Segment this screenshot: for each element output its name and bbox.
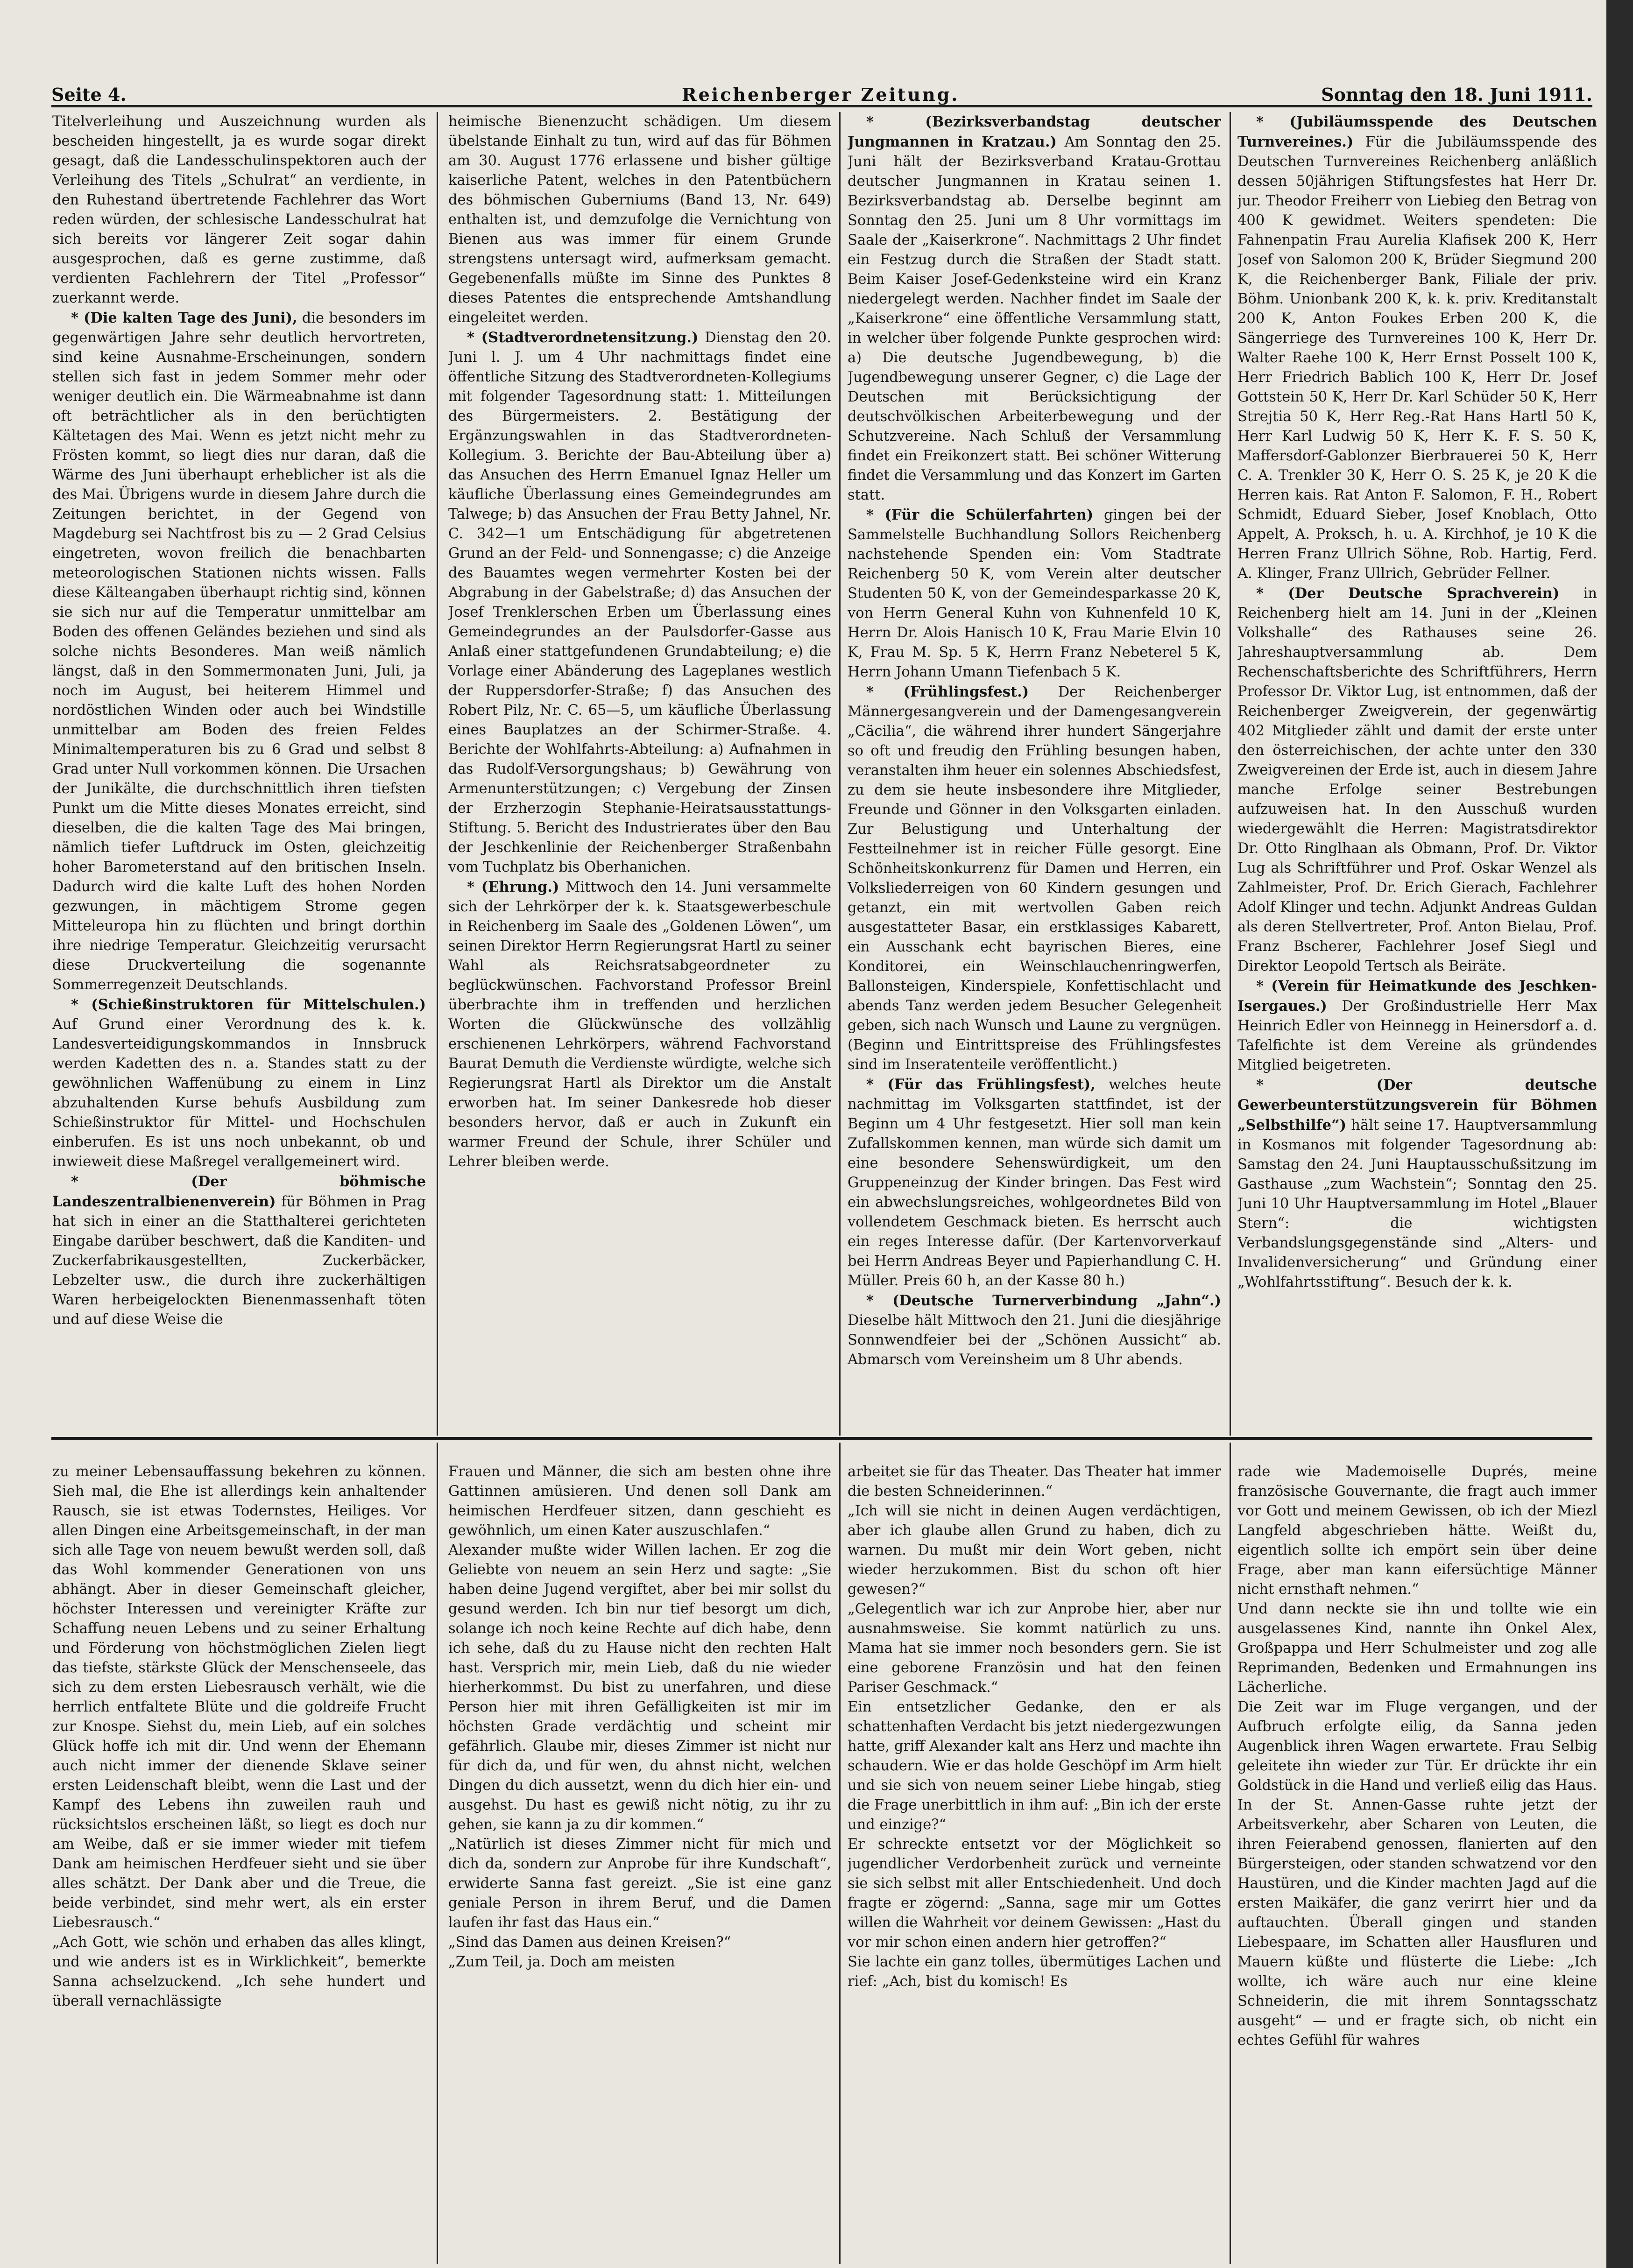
- column-rule: [1230, 1443, 1231, 2264]
- article-body: hält seine 17. Hauptversammlung in Kosmanos mit folgender Tagesordnung ab: Samstag den 24. Juni Hauptausschußsitzung im Gasthause „zum Wachstein“; Sonntag den 25. Juni 10 Uhr Hauptversammlung im Hotel „Blauer Stern“: die wichtigsten Verbandslungsgegenstände sind „Alters- und Invalidenversicherung“ und Gründung einer „Wohlfahrtsstiftung“. Besuch der k. k.: [1237, 1117, 1597, 1290]
- article-title: * (Bezirksverbandstag deutscher Jungmannen in Kratzau.): [848, 113, 1221, 150]
- article-title: * (Für das Frühlingsfest),: [866, 1076, 1096, 1093]
- column-rule: [1230, 112, 1231, 1436]
- scan-border: [1606, 0, 1633, 2268]
- article-jubilee-donation: [1237, 112, 1597, 584]
- news-column-4: [1237, 112, 1597, 1433]
- news-column-1: [52, 112, 426, 1433]
- news-column-3: [848, 112, 1221, 1433]
- column-rule: [437, 1443, 438, 2264]
- issue-date: Sonntag den 18. Juni 1911.: [1321, 84, 1592, 105]
- article-title: * (Ehrung.): [467, 879, 559, 895]
- article-title: * (Der böhmische Landeszentralbienenverein): [52, 1173, 426, 1210]
- feuilleton-text: Frauen und Männer, die sich am besten ohne ihre Gattinnen amüsieren. Und denen soll Dank am heimischen Herdfeuer sitzen, dann geschieht es gewöhnlich, um einen Kater auszuschlafen.“ Alexander mußte wider Willen lachen. Er zog die Geliebte von neuem an sein Herz und sagte: „Sie haben deine Jugend vergiftet, aber bei mir sollst du gesund werden. Ich bin nur tief besorgt um dich, solange ich noch keine Rechte auf dich habe, denn ich sehe, daß du zu Hause nicht den rechten Halt hast. Versprich mir, mein Lieb, daß du nie wieder hierherkommst. Du bist zu unerfahren, und diese Person hier mit ihren Gefälligkeiten ist mir im höchsten Grade verdächtig und scheint mir gefährlich. Glaube mir, dieses Zimmer ist nicht nur für dich da, und für wen, du ahnst nicht, welchen Dingen du dich aussetzt, wenn du dich hier ein- und ausgehst. Du hast es gewiß nicht nötig, zu ihr zu gehen, sie kann ja zu dir kommen.“ „Natürlich ist dieses Zimmer nicht für mich und dich da, sondern zur Anprobe für ihre Kundschaft“, erwiderte Sanna fast gereizt. „Sie ist eine ganz geniale Person in ihrem Beruf, und die Damen laufen ihr fast das Haus ein.“ „Sind das Damen aus deinen Kreisen?“ „Zum Teil, ja. Doch am meisten: [448, 1464, 831, 1970]
- column-rule: [839, 1443, 841, 2264]
- feuilleton-text: zu meiner Lebensauffassung bekehren zu können. Sieh mal, die Ehe ist allerdings kein anhaltender Rausch, sie ist etwas Todernstes, Heiliges. Vor allen Dingen eine Arbeitsgemeinschaft, in der man sich alle Tage von neuem bewußt werden soll, daß das Wohl kommender Generationen von uns abhängt. Aber in dieser Gemeinschaft gleicher, höchster Interessen und vereinigter Kräfte zur Schaffung neuen Lebens und zu seiner Erhaltung und Förderung von höchstmöglichen Zielen liegt das tiefste, stärkste Glück der Menschenseele, das sich zu dem ersten Liebesrausch verhält, wie die herrlich entfaltete Blüte und die goldreife Frucht zur Knospe. Siehst du, mein Lieb, auf ein solches Glück hoffe ich mit dir. Und wenn der Ehemann auch nicht immer der dienende Sklave seiner ersten Leidenschaft bleibt, wenn die Last und der Kampf des Lebens ihn zuweilen rauh und rücksichtslos erscheinen läßt, so liegt es doch nur am Weibe, daß er sie immer wieder mit tiefem Dank am heimischen Herdfeuer sieht und sie über alles schätzt. Der Dank aber und die Treue, die beide verbindet, sind mehr wert, als ein erster Liebesrausch.“ „Ach Gott, wie schön und erhaben das alles klingt, und wie anders ist es in Wirklichkeit“, bemerkte Sanna achselzuckend. „Ich sehe hundert und überall vernachlässigte: [52, 1464, 426, 2009]
- article-honoring: [448, 877, 831, 1172]
- article-body: für Böhmen in Prag hat sich in einer an die Statthalterei gerichteten Eingabe darüber beschwert, daß die Kanditen- und Zuckerfabrikausgestellten, Zuckerbäcker, Lebzelter usw., die durch ihre zuckerhältigen Waren herbeigelockten Bienenmassenhaft töten und auf diese Weise die: [52, 1194, 426, 1328]
- article-school-trips: [848, 505, 1221, 682]
- news-column-2: [448, 112, 831, 1433]
- column-rule: [437, 112, 438, 1436]
- feuilleton-column-2: [448, 1443, 831, 2264]
- article-trade-association: [1237, 1075, 1597, 1292]
- feuilleton-divider: [51, 1437, 1592, 1440]
- feuilleton-column-4: [1237, 1443, 1597, 2264]
- article-language-association: [1237, 584, 1597, 976]
- article-turner-jahn: [848, 1291, 1221, 1370]
- article-body: in Reichenberg hielt am 14. Juni in der „Kleinen Volkshalle“ des Rathauses seine 26. Jahreshauptversammlung ab. Dem Rechenschaftsberichte des Schriftführers, Herrn Professor Dr. Viktor Lug, ist entnommen, daß der Reichenberger Zweigverein, der gegenwärtig 402 Mitglieder zählt und damit der erste unter den österreichischen, der achte unter den 330 Zweigvereinen der Erde ist, auch in diesem Jahre manche Erfolge seiner Bestrebungen aufzuweisen hat. In den Ausschuß wurden wiedergewählt die Herren: Magistratsdirektor Dr. Otto Ringlhaan als Obmann, Prof. Dr. Viktor Lug als Schriftführer und Prof. Oskar Wenzel als Zahlmeister, Prof. Dr. Erich Gierach, Fachlehrer Adolf Klinger und techn. Adjunkt Andreas Guldan als deren Stellvertreter, Prof. Anton Bielau, Prof. Franz Bscherer, Fachlehrer Josef Siegl und Direktor Leopold Tertsch als Beiräte.: [1237, 585, 1597, 974]
- article-title: * (Der Deutsche Sprachverein): [1256, 585, 1560, 602]
- article-local-history: [1237, 976, 1597, 1075]
- article-title: * (Schießinstruktoren für Mittelschulen.): [71, 996, 426, 1013]
- article-body: Der Reichenberger Männergesangverein und der Damengesangverein „Cäcilia“, die während ihrer hundert Sängerjahre so oft und freudig den Frühling besungen haben, veranstalten ihm heuer ein solennes Abschiedsfest, zu dem sie heute insbesondere ihre Mitglieder, Freunde und Gönner in den Volksgarten einladen. Zur Belustigung und Unterhaltung der Festteilnehmer ist in reicher Fülle gesorgt. Eine Schönheitskonkurrenz für Damen und Herren, ein Volksliederreigen von 60 Kindern gesungen und getanzt, ein mit wertvollen Gaben reich ausgestatteter Basar, ein erstklassiges Kabarett, ein Ausschank echt bayrischen Bieres, eine Konditorei, ein Weinschlauchenringwerfen, Ballonsteigen, Kinderspiele, Konfettischlacht und abends Tanz werden jedem Besucher Gelegenheit geben, sich nach Wunsch und Laune zu vergnügen. (Beginn und Eintrittspreise des Frühlingsfestes sind im Inseratenteile veröffentlicht.): [848, 684, 1221, 1073]
- feuilleton-text: arbeitet sie für das Theater. Das Theater hat immer die besten Schneiderinnen.“ „Ich will sie nicht in deinen Augen verdächtigen, aber ich glaube allen Grund zu haben, dich zu warnen. Du mußt mir dein Wort geben, nicht wieder herzukommen. Bist du schon oft hier gewesen?“ „Gelegentlich war ich zur Anprobe hier, aber nur ausnahmsweise. Sie kommt natürlich zu uns. Mama hat sie immer noch besonders gern. Sie ist eine geborene Französin und hat den feinen Pariser Geschmack.“ Ein entsetzlicher Gedanke, den er als schattenhaften Verdacht bis jetzt niedergezwungen hatte, griff Alexander kalt ans Herz und machte ihn schaudern. Wie er das holde Geschöpf im Arm hielt und sie sich von neuem seiner Liebe hingab, stieg die Frage unerbittlich in ihm auf: „Bin ich der erste und einzige?“ Er schreckte entsetzt vor der Möglichkeit so jugendlicher Verdorbenheit zurück und verneinte sie sich selbst mit aller Entschiedenheit. Und doch fragte er zögernd: „Sanna, sage mir um Gottes willen die Wahrheit vor deinem Gewissen: „Hast du vor mir schon einen andern hier getroffen?“ Sie lachte ein ganz tolles, übermütiges Lachen und rief: „Ach, bist du komisch! Es: [848, 1464, 1221, 1990]
- article-title: * (Die kalten Tage des Juni),: [71, 310, 297, 326]
- newspaper-title: Reichenberger Zeitung.: [682, 84, 960, 105]
- article-body: Dieselbe hält Mittwoch den 21. Juni die diesjährige Sonnwendfeier bei der „Schönen Aussicht“ ab. Abmarsch vom Vereinsheim um 8 Uhr abends.: [848, 1312, 1221, 1368]
- feuilleton-text: rade wie Mademoiselle Duprés, meine französische Gouvernante, die fragt auch immer vor Gott und meinem Gewissen, ob ich der Miezl Langfeld abgeschrieben hätte. Weißt du, eigentlich sollte ich empört sein über deine Frage, aber man kann eifersüchtige Männer nicht ernsthaft nehmen.“ Und dann neckte sie ihn und tollte wie ein ausgelassenes Kind, nannte ihn Onkel Alex, Großpappa und Herr Schulmeister und zog alle Reprimanden, Bedenken und Ermahnungen ins Lächerliche. Die Zeit war im Fluge vergangen, und der Aufbruch erfolgte eilig, da Sanna jeden Augenblick ihren Wagen erwartete. Frau Selbig geleitete ihn wieder zur Tür. Er drückte ihr ein Goldstück in die Hand und verließ eilig das Haus. In der St. Annen-Gasse ruhte jetzt der Arbeitsverkehr, aber Scharen von Leuten, die ihren Feierabend genossen, flanierten auf den Bürgersteigen, oder standen schwatzend vor den Haustüren, und die Kinder machten Jagd auf die ersten Maikäfer, die ganz verirrt hier und da auftauchten. Überall gingen und standen Liebespaare, im Schatten aller Hausfluren und Mauern küßte und flüsterte die Liebe: „Ich wollte, ich wäre auch nur eine kleine Schneiderin, die mit ihrem Sonntagsschatz ausgeht“ — und er fragte sich, ob nicht ein echtes Gefühl für wahres: [1237, 1464, 1597, 2049]
- article-body: gingen bei der Sammelstelle Buchhandlung Sollors Reichenberg nachstehende Spenden ein: Vom Stadtrate Reichenberg 50 K, vom Verein alter deutscher Studenten 50 K, von der Gemeindesparkasse 20 K, von Herrn General Kuhn von Kuhnenfeld 10 K, Herrn Dr. Alois Hanisch 10 K, Frau Marie Elvin 10 K, Frau M. Sp. 5 K, Herrn Franz Nebeterel 5 K, Herrn Johann Umann Tiefenbach 5 K.: [848, 507, 1221, 680]
- article-title: * (Frühlingsfest.): [866, 683, 1029, 700]
- article-spring-festival-note: [848, 1075, 1221, 1291]
- article-shooting-instructors: [52, 995, 426, 1172]
- article-bee-association: [52, 1172, 426, 1330]
- feuilleton-column-3: [848, 1443, 1221, 2264]
- article-title: * (Jubiläumsspende des Deutschen Turnvereines.): [1237, 113, 1597, 150]
- article-body: die besonders im gegenwärtigen Jahre sehr deutlich hervortreten, sind keine Ausnahme-Erscheinungen, sondern stellen sich fast in jedem Sommer mehr oder weniger deutlich ein. Die Wärmeabnahme ist dann oft beträchtlicher als in den berüchtigten Kältetagen des Mai. Wenn es jetzt nicht mehr zu Frösten kommt, so liegt dies nur daran, daß die Wärme des Juni überhaupt erheblicher ist als die des Mai. Übrigens wurde in diesem Jahre durch die Zeitungen berichtet, in der Gegend von Magdeburg sei Nachtfrost bis zu — 2 Grad Celsius eingetreten, wovon freilich die benachbarten meteorologischen Stationen nichts wissen. Falls diese Kälteangaben überhaupt richtig sind, können sie sich nur auf die Temperatur unmittelbar am Boden des offenen Geländes beziehen und sind als solche nichts Besonderes. Man weiß nämlich längst, daß in den Sommermonaten Juni, Juli, ja noch im August, bei heiterem Himmel und nordöstlichen Winden oder auch bei Windstille unmittelbar am Boden des freien Feldes Minimaltemperaturen bis zu 6 Grad und selbst 8 Grad unter Null vorkommen können. Die Ursachen der Junikälte, die durchschnittlich ihren tiefsten Punkt um die Mitte dieses Monates erreicht, sind dieselben, die die kalten Tage des Mai bringen, nämlich tiefer Luftdruck im Osten, gleichzeitig hoher Barometerstand auf den britischen Inseln. Dadurch wird die kalte Luft des hohen Norden gezwungen, in mächtigem Strome gegen Mitteleuropa hin zu flüchten und bringt dorthin ihre niedrige Temperatur. Gleichzeitig verursacht diese Druckverteilung die sogenannte Sommerregenzeit Deutschlands.: [52, 310, 426, 993]
- article-body: Für die Jubiläumsspende des Deutschen Turnvereines Reichenberg anläßlich dessen 50jährigen Stiftungsfestes hat Herr Dr. jur. Theodor Freiherr von Liebieg den Betrag von 400 K gewidmet. Weiters spendeten: Die Fahnenpatin Frau Aurelia Klafisek 200 K, Herr Josef von Salomon 200 K, Brüder Siegmund 200 K, die Reichenberger Bank, Filiale der priv. Böhm. Unionbank 200 K, k. k. priv. Kreditanstalt 200 K, Anton Foukes Erben 200 K, die Sängerriege des Turnvereines 100 K, Herr Dr. Walter Raehe 100 K, Herr Ernst Posselt 100 K, Herr Friedrich Bablich 100 K, Herr Dr. Josef Gottstein 50 K, Herr Dr. Karl Schüder 50 K, Herr Strejtia 50 K, Herr Reg.-Rat Hans Hartl 50 K, Herr Karl Ludwig 50 K, Herr K. F. S. 50 K, Maffersdorf-Gablonzer Bierbrauerei 50 K, Herr C. A. Trenkler 30 K, Herr O. S. 25 K, je 20 K die Herren kais. Rat Anton F. Salomon, F. H., Robert Schmidt, Eduard Sieber, Josef Knoblach, Otto Appelt, A. Proksch, h. u. A. Kirchhof, je 10 K die Herren Franz Ullrich Söhne, Rob. Hartig, Ferd. A. Klinger, Franz Ullrich, Gebrüder Fellner.: [1237, 134, 1597, 582]
- article-spring-festival: [848, 682, 1221, 1075]
- article-body: Auf Grund einer Verordnung des k. k. Landesverteidigungskommandos in Innsbruck werden Kadetten des n. a. Standes statt zu der gewöhnlichen Waffenübung zu einem in Linz abzuhaltenden Kurse behufs Ausbildung zum Schießinstruktor für Mittel- und Hochschulen einberufen. Es ist uns noch unbekannt, ob und inwieweit diese Maßregel verallgemeinert wird.: [52, 1016, 426, 1170]
- article-body: Der Großindustrielle Herr Max Heinrich Edler von Heinnegg in Heinersdorf a. d. Tafelfichte ist dem Vereine als gründendes Mitglied beigetreten.: [1237, 998, 1597, 1073]
- column-rule: [839, 112, 841, 1436]
- article-body: Mittwoch den 14. Juni versammelte sich der Lehrkörper der k. k. Staatsgewerbeschule in Reichenberg im Saale des „Goldenen Löwen“, um seinen Direktor Herrn Regierungsrat Hartl zu seiner Wahl als Reichsratsabgeordneter zu beglückwünschen. Fachvorstand Professor Breinl überbrachte ihm in treffenden und herzlichen Worten die Glückwünsche des vollzählig erschienenen Lehrkörpers, während Fachvorstand Baurat Demuth die Verdienste würdigte, welche sich Regierungsrat Hartl als Direktor um die Anstalt erworben hat. Im seiner Dankesrede hob dieser besonders hervor, daß er auch in Zukunft ein warmer Freund der Schule, ihrer Schüler und Lehrer bleiben werde.: [448, 879, 831, 1170]
- article-title: * (Deutsche Turnerverbindung „Jahn“.): [866, 1292, 1221, 1309]
- article-body: Am Sonntag den 25. Juni hält der Bezirksverband Kratau-Grottau deutscher Jungmannen in Kratau seinen 1. Bezirksverbandstag ab. Derselbe beginnt am Sonntag den 25. Juni um 8 Uhr vormittags im Saale der „Kaiserkrone“. Nachmittags 2 Uhr findet ein Festzug durch die Straßen der Stadt statt. Beim Kaiser Josef-Gedenksteine wird ein Kranz niedergelegt werden. Nachher findet im Saale der „Kaiserkrone“ eine öffentliche Versammlung statt, in welcher über folgende Punkte gesprochen wird: a) Die deutsche Jugendbewegung, b) die Jugendbewegung unserer Gegner, c) die Lage der Deutschen mit Berücksichtigung der deutschvölkischen Arbeiterbewegung und der Schutzvereine. Nach Schluß der Versammlung findet ein Freikonzert statt. Bei schöner Witterung findet die Versammlung und das Konzert im Garten statt.: [848, 134, 1221, 503]
- article-title: * (Der deutsche Gewerbeunterstützungsverein für Böhmen „Selbsthilfe“): [1237, 1077, 1597, 1134]
- header-rule: [51, 105, 1592, 107]
- article-continuation: Titelverleihung und Auszeichnung wurden als bescheiden hingestellt, ja es wurde sogar direkt gesagt, daß die Landesschulinspektoren auch der Verleihung des Titels „Schulrat“ an verdiente, in den Ruhestand übertretende Fachlehrer das Wort reden würden, der schlesische Landesschulrat hat sich bereits vor längerer Zeit sogar dahin ausgesprochen, daß es gerne zustimme, daß verdienten Fachlehrern der Titel „Professor“ zuerkannt werde.: [52, 113, 426, 306]
- article-body: Dienstag den 20. Juni l. J. um 4 Uhr nachmittags findet eine öffentliche Sitzung des Stadtverordneten-Kollegiums mit folgender Tagesordnung statt: 1. Mitteilungen des Bürgermeisters. 2. Bestätigung der Ergänzungswahlen in das Stadtverordneten-Kollegium. 3. Berichte der Bau-Abteilung über a) das Ansuchen des Herrn Emanuel Ignaz Heller um käufliche Überlassung eines Gemeindegrundes am Talwege; b) das Ansuchen der Frau Betty Jahnel, Nr. C. 342—1 um Entschädigung für abgetretenen Grund an der Feld- und Sonnengasse; c) die Anzeige des Bauamtes wegen vermehrter Kosten bei der Abgrabung in der Gabelstraße; d) das Ansuchen der Josef Trenklerschen Erben um Überlassung eines Gemeindegrundes an der Paulsdorfer-Gasse aus Anlaß einer stattgefundenen Grundabteilung; e) die Vorlage einer Abänderung des Lageplanes westlich der Ruppersdorfer-Straße; f) das Ansuchen des Robert Pilz, Nr. C. 65—5, um käufliche Überlassung eines Bauplatzes an der Schirmer-Straße. 4. Berichte der Wohlfahrts-Abteilung: a) Aufnahmen in das Rudolf-Versorgungshaus; b) Gewährung von Armenunterstützungen; c) Vergebung der Zinsen der Erzherzogin Stephanie-Heiratsausstattungs-Stiftung. 5. Bericht des Industrierates über den Bau der Jeschkenlinie der Reichenberger Straßenbahn vom Tuchplatz bis Oberhanichen.: [448, 330, 831, 875]
- article-council-session: [448, 328, 831, 877]
- article-title: * (Stadtverordnetensitzung.): [467, 329, 699, 346]
- page-number: Seite 4.: [51, 84, 127, 105]
- article-continuation: heimische Bienenzucht schädigen. Um diesem übelstande Einhalt zu tun, wird auf das für Böhmen am 30. August 1776 erlassene und bisher gültige kaiserliche Patent, welches in den Patentbüchern des böhmischen Guberniums (Band 13, Nr. 649) enthalten ist, und demzufolge die Vernichtung von Bienen aus was immer für einem Grunde strengstens untersagt wird, aufmerksam gemacht. Gegebenenfalls müßte im Sinne des Punktes 8 dieses Patentes die entsprechende Amtshandlung eingeleitet werden.: [448, 113, 831, 326]
- article-body: welches heute nachmittag im Volksgarten stattfindet, ist der Beginn um 4 Uhr festgesetzt. Hier soll man kein Zufallskommen kennen, man würde sich damit um eine besondere Sehenswürdigkeit, um den Gruppeneinzug der Kinder bringen. Das Fest wird ein abwechslungsreiches, wohlgeordnetes Bild von vollendetem Geschmack bieten. Es herrscht auch ein reges Interesse dafür. (Der Kartenvorverkauf bei Herrn Andreas Beyer und Papierhandlung C. H. Müller. Preis 60 h, an der Kasse 80 h.): [848, 1077, 1221, 1289]
- feuilleton-column-1: [52, 1443, 426, 2264]
- article-title: * (Für die Schülerfahrten): [866, 507, 1094, 523]
- article-cold-june: [52, 308, 426, 995]
- article-title: * (Verein für Heimatkunde des Jeschken-Isergaues.): [1237, 978, 1597, 1014]
- article-youth-assembly: [848, 112, 1221, 505]
